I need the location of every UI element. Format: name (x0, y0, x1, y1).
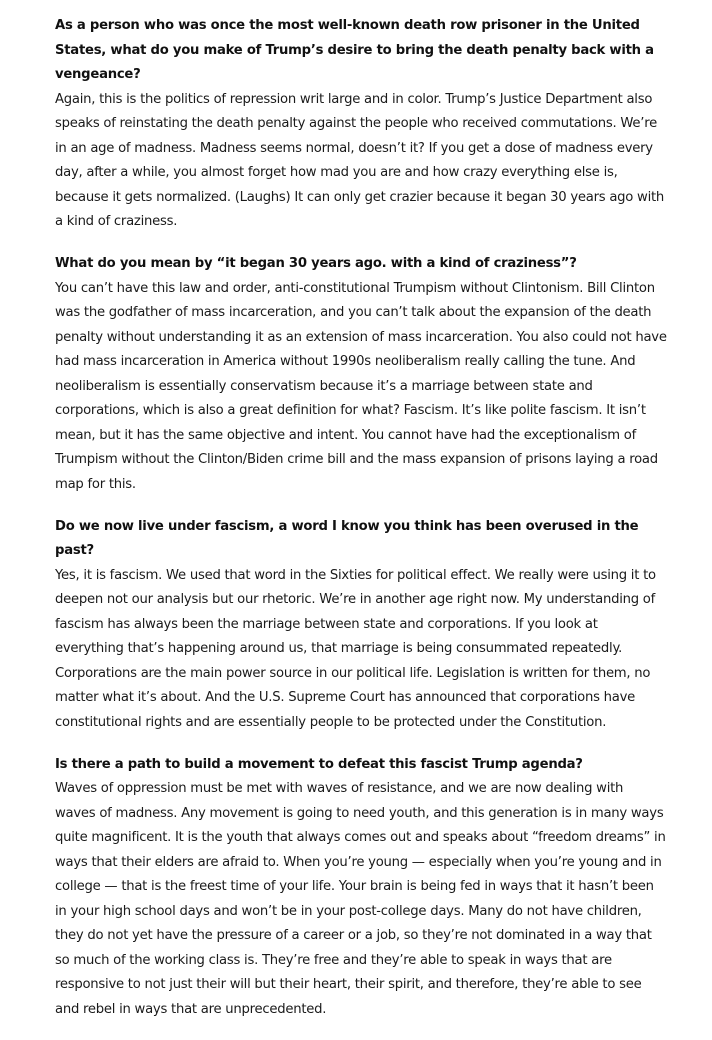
interview-answer: Yes, it is fascism. We used that word in the Sixties for political effect. We really were using it to deepen not our analysis but our rhetoric. We’re in another age right now. My understanding of fascism has always been the marriage between state and corporations. If you look at everything that’s happening around us, that marriage is being consummated repeatedly. Corporations are the main power source in our political life. Legislation is written for them, no matter what it’s about. And the U.S. Supreme Court has announced that corporations have constitutional rights and are essentially people to be protected under the Constitution. (55, 567, 656, 730)
interview-question: What do you mean by “it began 30 years ago. with a kind of craziness”? (55, 256, 577, 271)
qa-block (55, 515, 667, 736)
article-body (55, 14, 667, 1040)
interview-question: Is there a path to build a movement to defeat this fascist Trump agenda? (55, 756, 583, 772)
qa-block (55, 252, 667, 497)
interview-answer: You can’t have this law and order, anti-constitutional Trumpism without Clintonism. Bill Clinton was the godfather of mass incarceration, and you can’t talk about the expansion of the death penalty without understanding it as an extension of mass incarceration. You also could not have had mass incarceration in America without 1990s neoliberalism really calling the tune. And neoliberalism is essentially conservatism because it’s a marriage between state and corporations, which is also a great definition for what? Fascism. It’s like polite fascism. It isn’t mean, but it has the same objective and intent. You cannot have had the exceptionalism of Trumpism without the Clinton/Biden crime bill and the mass expansion of prisons laying a road map for this. (55, 280, 667, 492)
interview-question: As a person who was once the most well-known death row prisoner in the United States, what do you make of Trump’s desire to bring the death penalty back with a vengeance? (55, 18, 654, 82)
qa-block (55, 753, 667, 1023)
interview-answer: Again, this is the politics of repression writ large and in color. Trump’s Justice Department also speaks of reinstating the death penalty against the people who received commutations. We’re in an age of madness. Madness seems normal, doesn’t it? If you get a dose of madness every day, after a while, you almost forget how mad you are and how crazy everything else is, because it gets normalized. (Laughs) It can only get crazier because it began 30 years ago with a kind of craziness. (55, 91, 665, 229)
interview-answer: Waves of oppression must be met with waves of resistance, and we are now dealing with waves of madness. Any movement is going to need youth, and this generation is in many ways quite magnificent. It is the youth that always comes out and speaks about “freedom dreams” in ways that their elders are afraid to. When you’re young — especially when you’re young and in college — that is the freest time of your life. Your brain is being fed in ways that it hasn’t been in your high school days and won’t be in your post-college days. Many do not have children, they do not yet have the pressure of a career or a job, so they’re not dominated in a way that so much of the working class is. They’re free and they’re able to speak in ways that are responsive to not just their will but their heart, their spirit, and therefore, they’re able to see and rebel in ways that are unprecedented. (55, 781, 666, 1017)
qa-block (55, 14, 667, 235)
interview-question: Do we now live under fascism, a word I know you think has been overused in the past? (55, 518, 639, 558)
